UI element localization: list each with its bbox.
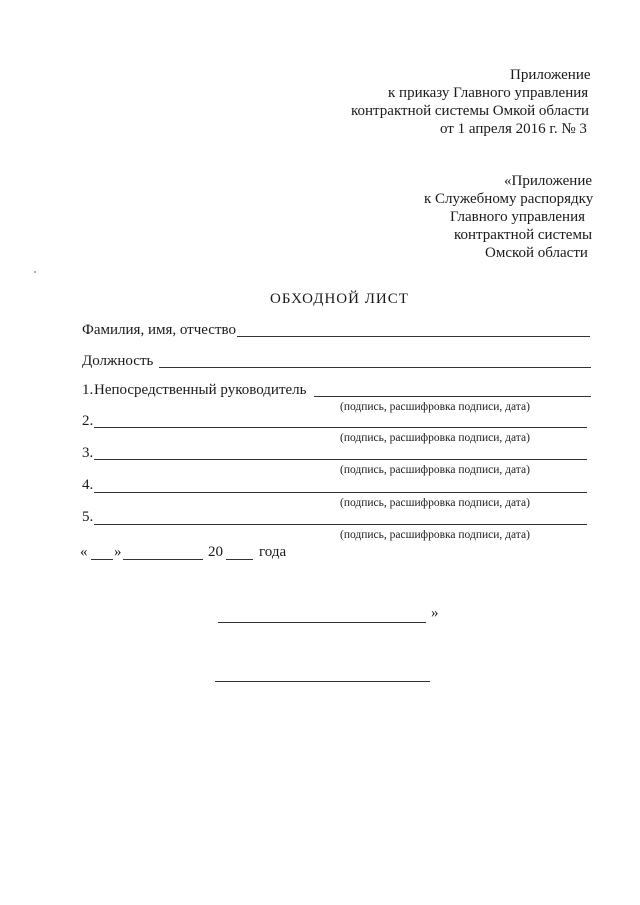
- signer-1-number: 1.: [82, 382, 94, 398]
- rules-line-2: к Служебному распорядку: [424, 191, 594, 207]
- signer-3-caption: (подпись, расшифровка подписи, дата): [340, 464, 530, 476]
- annex-line-4: от 1 апреля 2016 г. № 3: [440, 121, 587, 137]
- signer-2-signature-field[interactable]: [94, 427, 587, 428]
- closing-quote: »: [431, 605, 439, 621]
- date-open-quote: «: [80, 544, 88, 560]
- document-title: ОБХОДНОЙ ЛИСТ: [270, 291, 409, 307]
- annex-line-1: Приложение: [510, 67, 591, 83]
- signer-5-caption: (подпись, расшифровка подписи, дата): [340, 529, 530, 541]
- annex-line-3: контрактной системы Омкой области: [351, 103, 590, 119]
- signer-1-label: Непосредственный руководитель: [94, 382, 307, 398]
- closing-divider-line: [215, 681, 430, 682]
- signer-1-signature-field[interactable]: [314, 396, 591, 397]
- full-name-label: Фамилия, имя, отчество: [82, 322, 236, 338]
- signer-5-signature-field[interactable]: [94, 524, 587, 525]
- signer-5-number: 5.: [82, 509, 94, 525]
- date-year-field[interactable]: [226, 559, 253, 560]
- rules-line-5: Омской области: [485, 245, 588, 261]
- date-year-suffix: года: [259, 544, 287, 560]
- closing-signature-line[interactable]: [218, 622, 426, 623]
- signer-2-number: 2.: [82, 413, 94, 429]
- signer-4-signature-field[interactable]: [94, 492, 587, 493]
- date-day-field[interactable]: [91, 559, 113, 560]
- date-year-prefix: 20: [208, 544, 223, 560]
- position-field[interactable]: [159, 367, 591, 368]
- date-close-quote: »: [114, 544, 122, 560]
- signer-4-caption: (подпись, расшифровка подписи, дата): [340, 497, 530, 509]
- signer-3-number: 3.: [82, 445, 94, 461]
- signer-3-signature-field[interactable]: [94, 459, 587, 460]
- signer-4-number: 4.: [82, 477, 94, 493]
- position-label: Должность: [82, 353, 154, 369]
- signer-1-caption: (подпись, расшифровка подписи, дата): [340, 401, 530, 413]
- annex-line-2: к приказу Главного управления: [388, 85, 589, 101]
- full-name-field[interactable]: [237, 336, 590, 337]
- signer-2-caption: (подпись, расшифровка подписи, дата): [340, 432, 530, 444]
- scan-speck: [34, 271, 36, 273]
- rules-line-4: контрактной системы: [454, 227, 593, 243]
- rules-line-1: «Приложение: [504, 173, 593, 189]
- date-month-field[interactable]: [123, 559, 203, 560]
- rules-line-3: Главного управления: [450, 209, 585, 225]
